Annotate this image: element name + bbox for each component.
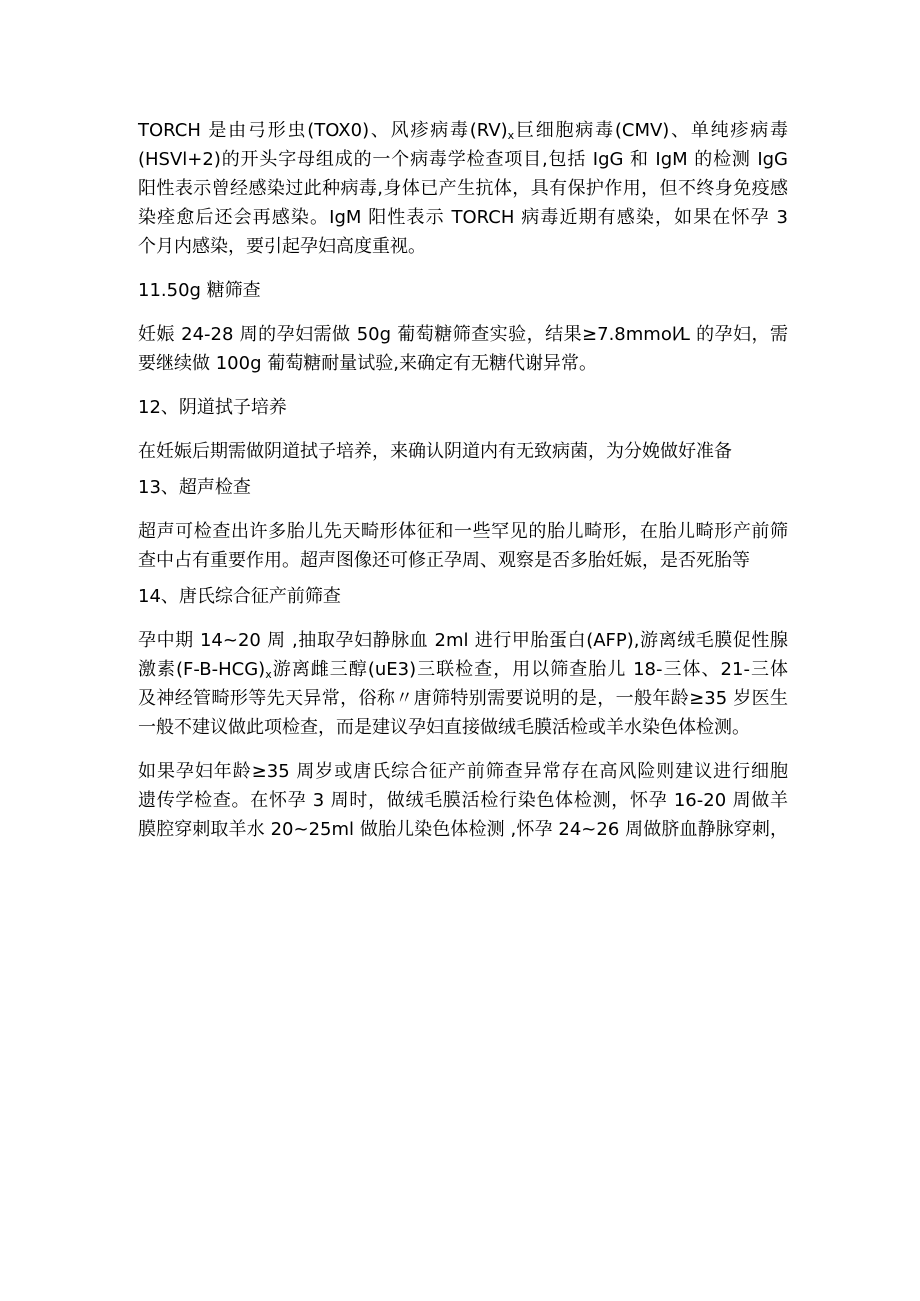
paragraph-ultrasound	[138, 517, 788, 575]
text-segment: 巨细胞病毒(CMV)、单纯疹病毒	[514, 120, 788, 141]
text-line	[138, 655, 788, 684]
text-line: 一般不建议做此项检查，而是建议孕妇直接做绒毛膜活检或羊水染色体检测。	[138, 717, 750, 738]
section-heading-14: 14、唐氏综合征产前筛查	[138, 586, 341, 607]
section-heading-12: 12、阴道拭子培养	[138, 397, 287, 418]
text-segment: TORCH 是由弓形虫(TOX0)、风疹病毒(RV)	[138, 120, 508, 141]
document-body	[138, 116, 788, 844]
text-line: 染痊愈后还会再感染。IgM 阳性表示 TORCH 病毒近期有感染，如果在怀孕 3	[138, 207, 788, 228]
text-line	[138, 116, 788, 145]
paragraph-down-syndrome-screening	[138, 626, 788, 742]
text-line: 超声可检查出许多胎儿先天畸形体征和一些罕见的胎儿畸形，在胎儿畸形产前筛	[138, 521, 788, 542]
paragraph-torch	[138, 116, 788, 261]
text-line: 查中占有重要作用。超声图像还可修正孕周、观察是否多胎妊娠，是否死胎等	[138, 550, 750, 571]
subscript-mark: x	[507, 129, 515, 142]
text-line: (HSVl+2)的开头字母组成的一个病毒学检查项目,包括 IgG 和 IgM 的检测 IgG	[138, 149, 788, 170]
subscript-mark: x	[265, 668, 272, 681]
text-segment: 激素(F-B-HCG)	[138, 659, 266, 680]
text-line: 遗传学检查。在怀孕 3 周时，做绒毛膜活检行染色体检测，怀孕 16-20 周做羊	[138, 790, 788, 811]
text-line: 孕中期 14~20 周 ,抽取孕妇静脉血 2ml 进行甲胎蛋白(AFP),游离绒毛膜促性腺	[138, 630, 788, 651]
section-heading-11: 11.50g 糖筛查	[138, 280, 261, 301]
text-line: 膜腔穿刺取羊水 20~25ml 做胎儿染色体检测 ,怀孕 24~26 周做脐血静脉穿刺，	[138, 819, 788, 840]
text-line: 及神经管畸形等先天异常，俗称〃唐筛特别需要说明的是，一般年龄≥35 岁医生	[138, 688, 788, 709]
text-line: 如果孕妇年龄≥35 周岁或唐氏综合征产前筛查异常存在高风险则建议进行细胞	[138, 761, 788, 782]
paragraph-vaginal-swab: 在妊娠后期需做阴道拭子培养，来确认阴道内有无致病菌，为分娩做好准备	[138, 441, 732, 462]
paragraph-cytogenetic-testing	[138, 757, 788, 844]
text-line: 妊娠 24-28 周的孕妇需做 50g 葡萄糖筛查实验，结果≥7.8mmol⁄L 的孕妇，需	[138, 324, 788, 345]
section-heading-13: 13、超声检查	[138, 477, 251, 498]
text-line: 个月内感染，要引起孕妇高度重视。	[138, 236, 426, 257]
text-segment: 游离雌三醇(uE3)三联检查，用以筛查胎儿 18-三体、21-三体	[271, 659, 788, 680]
text-line: 阳性表示曾经感染过此种病毒,身体已产生抗体，具有保护作用，但不终身免疫感	[138, 178, 788, 199]
text-line: 要继续做 100g 葡萄糖耐量试验,来确定有无糖代谢异常。	[138, 353, 597, 374]
paragraph-glucose-screening	[138, 320, 788, 378]
